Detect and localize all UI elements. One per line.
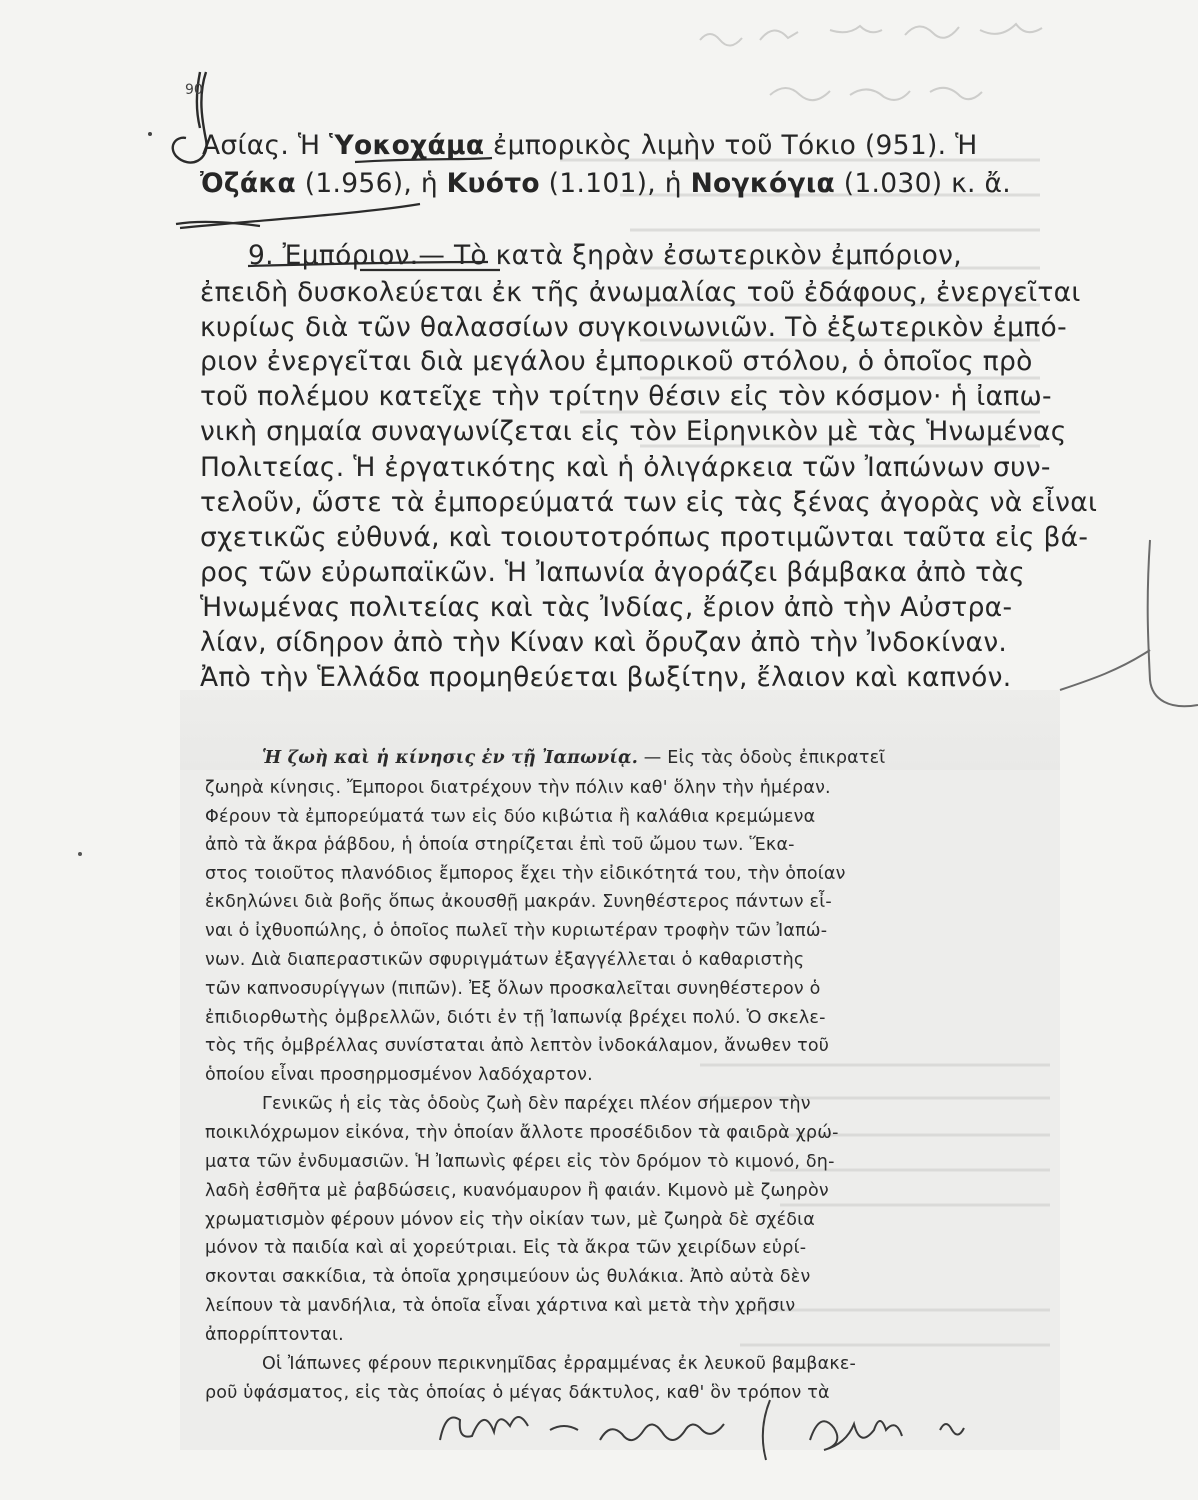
text-line [200, 168, 1011, 199]
text-line: σχετικῶς εὐθυνά, καὶ τοιουτοτρόπως προτιμῶνται ταῦτα εἰς βά- [200, 522, 1089, 553]
reading-line: ὁποίου εἶναι προσηρμοσμένον λαδόχαρτον. [205, 1065, 593, 1085]
reading-line: λείπουν τὰ μανδήλια, τὰ ὁποῖα εἶναι χάρτινα καὶ μετὰ τὴν χρῆσιν [205, 1296, 796, 1316]
reading-heading-line [262, 748, 885, 768]
text-line: ριον ἐνεργεῖται διὰ μεγάλου ἐμπορικοῦ στόλου, ὁ ὁποῖος πρὸ [200, 346, 1033, 377]
reading-line: λαδὴ ἐσθῆτα μὲ ῥαβδώσεις, κυανόμαυρον ἢ φαιάν. Κιμονὸ μὲ ζωηρὸν [205, 1181, 829, 1201]
reading-line: Φέρουν τὰ ἐμπορεύματά των εἰς δύο κιβώτια ἢ καλάθια κρεμώμενα [205, 807, 816, 827]
section-number: 9. [248, 240, 274, 271]
section-heading-line [248, 240, 962, 271]
city-name-nagoya: Νογκόγια [690, 168, 836, 199]
pencil-margin-bracket [1060, 540, 1198, 706]
reading-line: ποικιλόχρωμον εἰκόνα, τὴν ὁποίαν ἄλλοτε προσέδιδον τὰ φαιδρὰ χρώ- [205, 1123, 839, 1143]
reading-line: τῶν καπνοσυρίγγων (πιπῶν). Ἐξ ὅλων προσκαλεῖται συνηθέστερον ὁ [205, 979, 821, 999]
text-line: Ἀπὸ τὴν Ἑλλάδα προμηθεύεται βωξίτην, ἔλαιον καὶ καπνόν. [200, 662, 1012, 693]
text-line: τοῦ πολέμου κατεῖχε τὴν τρίτην θέσιν εἰς τὸν κόσμον· ἡ ἰαπω- [200, 381, 1052, 412]
text-segment: (1.030) κ. ἄ. [835, 168, 1011, 199]
city-name-kyoto: Κυότο [446, 168, 540, 199]
reading-line: ζωηρὰ κίνησις. Ἔμποροι διατρέχουν τὴν πόλιν καθ' ὅλην τὴν ἡμέραν. [205, 778, 831, 798]
reading-line: σκονται σακκίδια, τὰ ὁποῖα χρησιμεύουν ὡς θυλάκια. Ἀπὸ αὐτὰ δὲν [205, 1267, 811, 1287]
text-line: νικὴ σημαία συναγωνίζεται εἰς τὸν Εἰρηνικὸν μὲ τὰς Ἡνωμένας [200, 416, 1067, 447]
text-line: λίαν, σίδηρον ἀπὸ τὴν Κίναν καὶ ὄρυζαν ἀπὸ τὴν Ἰνδοκίναν. [200, 627, 1008, 658]
reading-line: νων. Διὰ διαπεραστικῶν σφυριγμάτων ἐξαγγέλλεται ὁ καθαριστὴς [205, 950, 805, 970]
text-line: Πολιτείας. Ἡ ἐργατικότης καὶ ἡ ὀλιγάρκεια τῶν Ἰαπώνων συν- [200, 452, 1051, 483]
text-line: Ἡνωμένας πολιτείας καὶ τὰς Ἰνδίας, ἔριον ἀπὸ τὴν Αὐστρα- [200, 592, 1013, 623]
reading-line: ἀπὸ τὰ ἄκρα ῥάβδου, ἡ ὁποία στηρίζεται ἐπὶ τοῦ ὤμου των. Ἕκα- [205, 835, 795, 855]
text-segment: (1.101), ἡ [539, 168, 691, 199]
reading-line: ροῦ ὑφάσματος, εἰς τὰς ὁποίας ὁ μέγας δάκτυλος, καθ' ὃν τρόπον τὰ [205, 1383, 830, 1403]
reading-line: ναι ὁ ἰχθυοπώλης, ὁ ὁποῖος πωλεῖ τὴν κυριωτέραν τροφὴν τῶν Ἰαπώ- [205, 921, 828, 941]
text-segment: Ασίας. Ἡ [202, 130, 330, 161]
reading-line: Οἱ Ἰάπωνες φέρουν περικνημῖδας ἐρραμμένας ἐκ λευκοῦ βαμβακε- [262, 1354, 857, 1374]
text-segment: — Εἰς τὰς ὁδοὺς ἐπικρατεῖ [638, 748, 886, 768]
reading-line: Γενικῶς ἡ εἰς τὰς ὁδοὺς ζωὴ δὲν παρέχει πλέον σήμερον τὴν [262, 1094, 811, 1114]
section-title: Ἐμπόριον. [282, 240, 419, 271]
text-segment: ἐμπορικὸς λιμὴν τοῦ Τόκιο (951). Ἡ [484, 130, 978, 161]
reading-line: ἐκδηλώνει διὰ βοῆς ὅπως ἀκουσθῇ μακράν. Συνηθέστερος πάντων εἶ- [205, 892, 832, 912]
city-name-osaka: Ὀζάκα [200, 168, 297, 199]
reading-line: ἐπιδιορθωτὴς ὀμβρελλῶν, διότι ἐν τῇ Ἰαπωνίᾳ βρέχει πολύ. Ὁ σκελε- [205, 1008, 826, 1028]
reading-line: στος τοιοῦτος πλανόδιος ἔμπορος ἔχει τὴν εἰδικότητά του, τὴν ὁποίαν [205, 864, 846, 884]
text-segment: — Τὸ κατὰ ξηρὰν ἐσωτερικὸν ἐμπόριον, [418, 240, 963, 271]
reading-line: χρωματισμὸν φέρουν μόνον εἰς τὴν οἰκίαν των, μὲ ζωηρὰ δὲ σχέδια [205, 1210, 816, 1230]
reading-line: τὸς τῆς ὀμβρέλλας συνίσταται ἀπὸ λεπτὸν ἰνδοκάλαμον, ἄνωθεν τοῦ [205, 1036, 830, 1056]
text-line: ἐπειδὴ δυσκολεύεται ἐκ τῆς ἀνωμαλίας τοῦ ἐδάφους, ἐνεργεῖται [200, 277, 1081, 308]
text-line: ρος τῶν εὐρωπαϊκῶν. Ἡ Ἰαπωνία ἀγοράζει βάμβακα ἀπὸ τὰς [200, 557, 1025, 588]
reading-heading: Ἡ ζωὴ καὶ ἡ κίνησις ἐν τῇ Ἰαπωνίᾳ. [262, 748, 638, 768]
pencil-scribble-top [700, 24, 1042, 100]
text-line: τελοῦν, ὥστε τὰ ἐμπορεύματά των εἰς τὰς ξένας ἀγορὰς νὰ εἶναι [200, 487, 1098, 518]
city-name-yokohama: Ὑοκοχάμα [329, 130, 485, 161]
text-segment: (1.956), ἡ [296, 168, 447, 199]
reading-line: ματα τῶν ἐνδυμασιῶν. Ἡ Ἰαπωνὶς φέρει εἰς τὸν δρόμον τὸ κιμονό, δη- [205, 1152, 835, 1172]
text-line: κυρίως διὰ τῶν θαλασσίων συγκοινωνιῶν. Τὸ ἐξωτερικὸν ἐμπό- [200, 312, 1067, 343]
text-line [202, 130, 978, 161]
reading-line: ἀπορρίπτονται. [205, 1325, 344, 1345]
page-number: 90 [185, 82, 203, 98]
reading-line: μόνον τὰ παιδία καὶ αἱ χορεύτριαι. Εἰς τὰ ἄκρα τῶν χειρίδων εὑρί- [205, 1238, 807, 1258]
